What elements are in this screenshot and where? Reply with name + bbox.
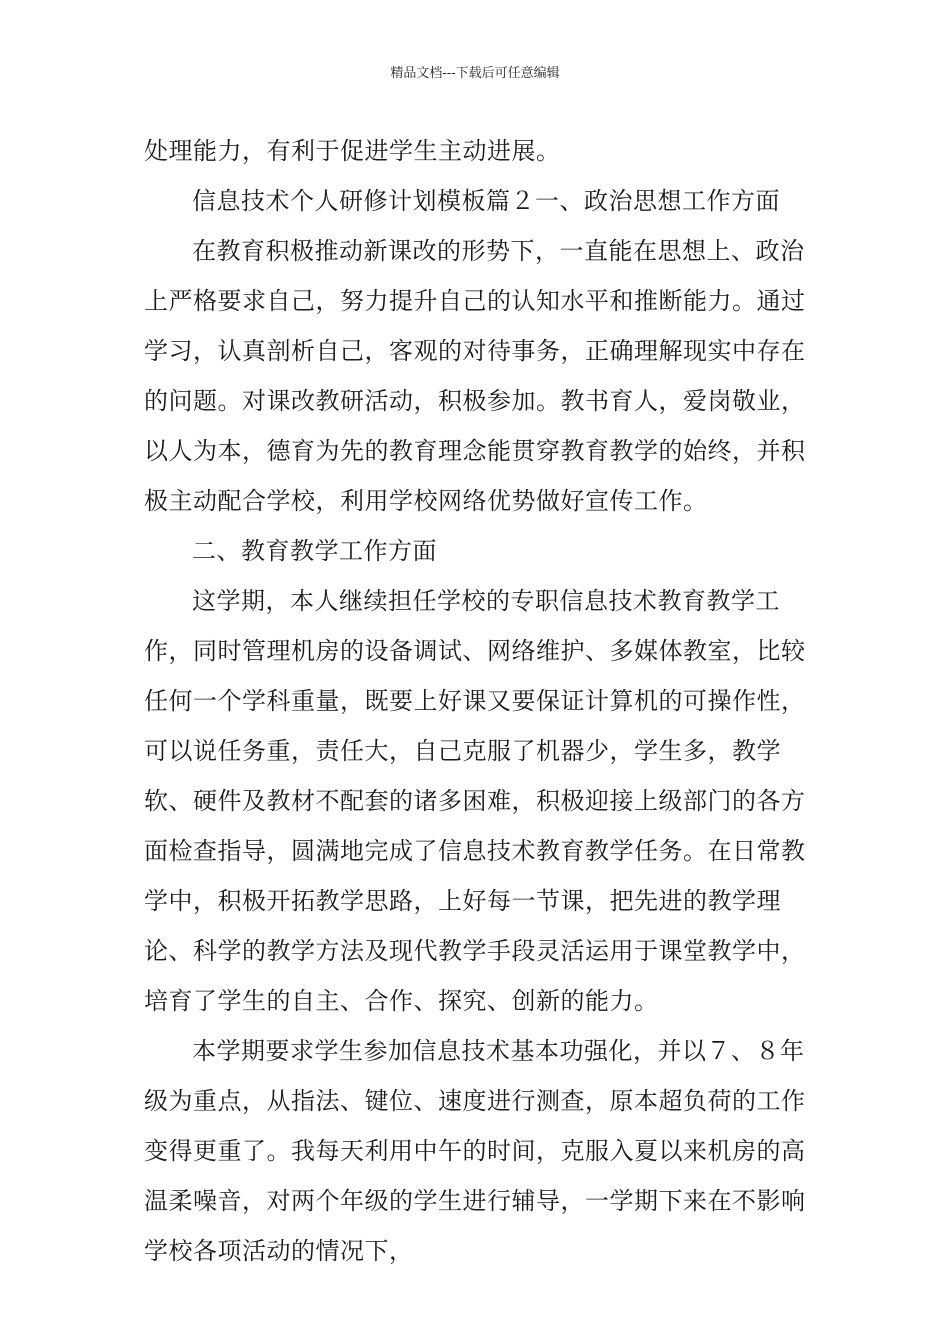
paragraph-heading-teaching: 二、教育教学工作方面 — [192, 537, 437, 565]
paragraph-political: 在教育积极推动新课改的形势下，一直能在思想上、政治上严格要求自己，努力提升自己的认知水平和推断能力。通过学习，认真剖析自己，客观的对待事务，正确理解现实中存在的问题。对课改教研活动，积极参加。教书育人，爱岗敬业，以人为本，德育为先的教育理念能贯穿教育教学的始终，并积极主动配合学校，利用学校网络优势做好宣传工作。 — [144, 237, 806, 515]
paragraph-teaching-work: 这学期，本人继续担任学校的专职信息技术教育教学工作，同时管理机房的设备调试、网络维护、多媒体教室，比较任何一个学科重量，既要上好课又要保证计算机的可操作性，可以说任务重，责任大，自己克服了机器少，学生多，教学软、硬件及教材不配套的诸多困难，积极迎接上级部门的各方面检查指导，圆满地完成了信息技术教育教学任务。在日常教学中，积极开拓教学思路，上好每一节课，把先进的教学理论、科学的教学方法及现代教学手段灵活运用于课堂教学中，培育了学生的自主、合作、探究、创新的能力。 — [144, 587, 806, 1015]
paragraph-section-title: 信息技术个人研修计划模板篇２一、政治思想工作方面 — [192, 187, 780, 215]
paragraph-continuation: 处理能力，有利于促进学生主动进展。 — [144, 137, 561, 165]
paragraph-skills-training: 本学期要求学生参加信息技术基本功强化，并以７、８年级为重点，从指法、键位、速度进行测查，原本超负荷的工作变得更重了。我每天利用中午的时间，克服入夏以来机房的高温柔噪音，对两个年级的学生进行辅导，一学期下来在不影响学校各项活动的情况下， — [144, 1037, 806, 1265]
document-body — [144, 126, 820, 1276]
page-header: 精品文档---下载后可任意编辑 — [390, 66, 560, 81]
